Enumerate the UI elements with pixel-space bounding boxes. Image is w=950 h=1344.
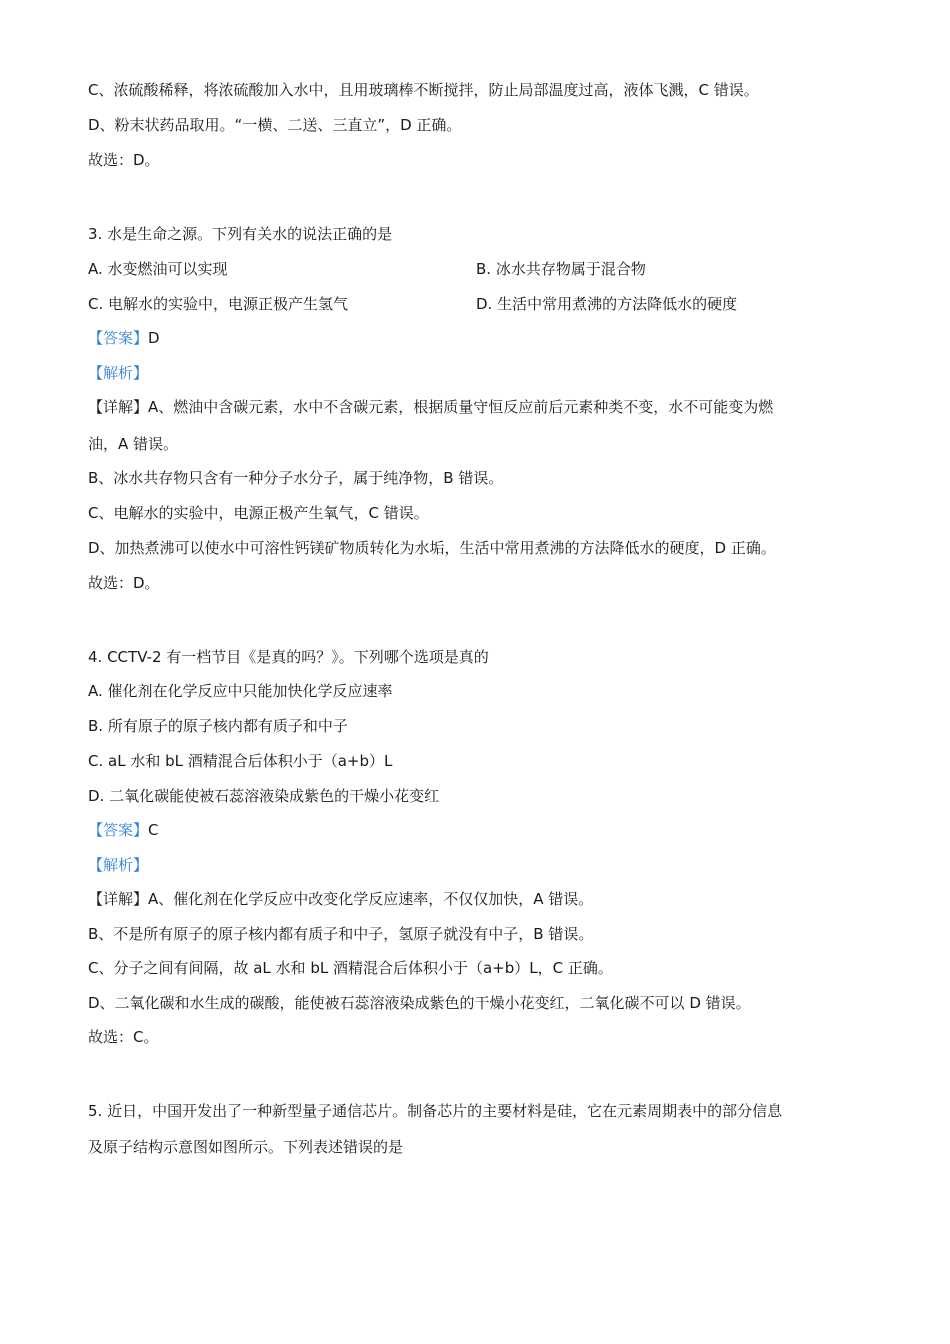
q2-final-answer: 故选：D。 bbox=[88, 151, 160, 169]
q4-option-b: B. 所有原子的原子核内都有质子和中子 bbox=[88, 717, 348, 735]
q3-answer bbox=[88, 328, 160, 348]
q4-option-c: C. aL 水和 bL 酒精混合后体积小于（a+b）L bbox=[88, 752, 393, 770]
q5-stem-line2: 及原子结构示意图如图所示。下列表述错误的是 bbox=[88, 1138, 404, 1156]
q3-explanation-b: B、冰水共存物只含有一种分子水分子，属于纯净物，B 错误。 bbox=[88, 469, 504, 487]
q3-stem: 3. 水是生命之源。下列有关水的说法正确的是 bbox=[88, 225, 393, 243]
q3-analysis-tag: 【解析】 bbox=[88, 364, 149, 382]
q4-detail-a-text: A、催化剂在化学反应中改变化学反应速率，不仅仅加快，A 错误。 bbox=[148, 890, 594, 908]
q3-option-c: C. 电解水的实验中，电源正极产生氢气 bbox=[88, 295, 349, 313]
q2-explanation-d: D、粉末状药品取用。“一横、二送、三直立”，D 正确。 bbox=[88, 116, 462, 134]
q3-option-b: B. 冰水共存物属于混合物 bbox=[476, 260, 646, 278]
q4-option-d: D. 二氧化碳能使被石蕊溶液染成紫色的干燥小花变红 bbox=[88, 787, 440, 805]
q4-analysis-tag: 【解析】 bbox=[88, 856, 149, 874]
q5-stem-line1: 5. 近日，中国开发出了一种新型量子通信芯片。制备芯片的主要材料是硅，它在元素周期表中的部分信息 bbox=[88, 1102, 783, 1120]
q3-option-d: D. 生活中常用煮沸的方法降低水的硬度 bbox=[476, 295, 738, 313]
q3-explanation-c: C、电解水的实验中，电源正极产生氧气，C 错误。 bbox=[88, 504, 429, 522]
q4-explanation-d: D、二氧化碳和水生成的碳酸，能使被石蕊溶液染成紫色的干燥小花变红，二氧化碳不可以 D 错误。 bbox=[88, 994, 751, 1012]
q4-answer bbox=[88, 820, 159, 840]
q4-final-answer: 故选：C。 bbox=[88, 1028, 159, 1046]
q3-detail-a-text: A、燃油中含碳元素，水中不含碳元素，根据质量守恒反应前后元素种类不变，水不可能变为燃 bbox=[148, 398, 774, 416]
q4-explanation-b: B、不是所有原子的原子核内都有质子和中子，氢原子就没有中子，B 错误。 bbox=[88, 925, 594, 943]
q4-answer-tag: 【答案】 bbox=[88, 821, 149, 839]
q4-detail-a bbox=[88, 889, 593, 909]
q4-option-a: A. 催化剂在化学反应中只能加快化学反应速率 bbox=[88, 682, 393, 700]
q4-answer-value: C bbox=[148, 821, 159, 839]
q4-stem: 4. CCTV-2 有一档节目《是真的吗？》。下列哪个选项是真的 bbox=[88, 648, 489, 666]
q3-answer-value: D bbox=[148, 329, 160, 347]
q3-detail-a bbox=[88, 397, 773, 417]
q2-explanation-c: C、浓硫酸稀释，将浓硫酸加入水中，且用玻璃棒不断搅拌，防止局部温度过高，液体飞溅，C 错误。 bbox=[88, 81, 759, 99]
q4-detail-tag: 【详解】 bbox=[88, 890, 149, 908]
q3-answer-tag: 【答案】 bbox=[88, 329, 149, 347]
q3-final-answer: 故选：D。 bbox=[88, 574, 160, 592]
q3-explanation-d: D、加热煮沸可以使水中可溶性钙镁矿物质转化为水垢，生活中常用煮沸的方法降低水的硬度，D 正确。 bbox=[88, 539, 776, 557]
q4-explanation-c: C、分子之间有间隔，故 aL 水和 bL 酒精混合后体积小于（a+b）L，C 正确。 bbox=[88, 959, 613, 977]
q3-detail-a-cont: 油，A 错误。 bbox=[88, 435, 179, 453]
q3-detail-tag: 【详解】 bbox=[88, 398, 149, 416]
q3-option-a: A. 水变燃油可以实现 bbox=[88, 260, 228, 278]
